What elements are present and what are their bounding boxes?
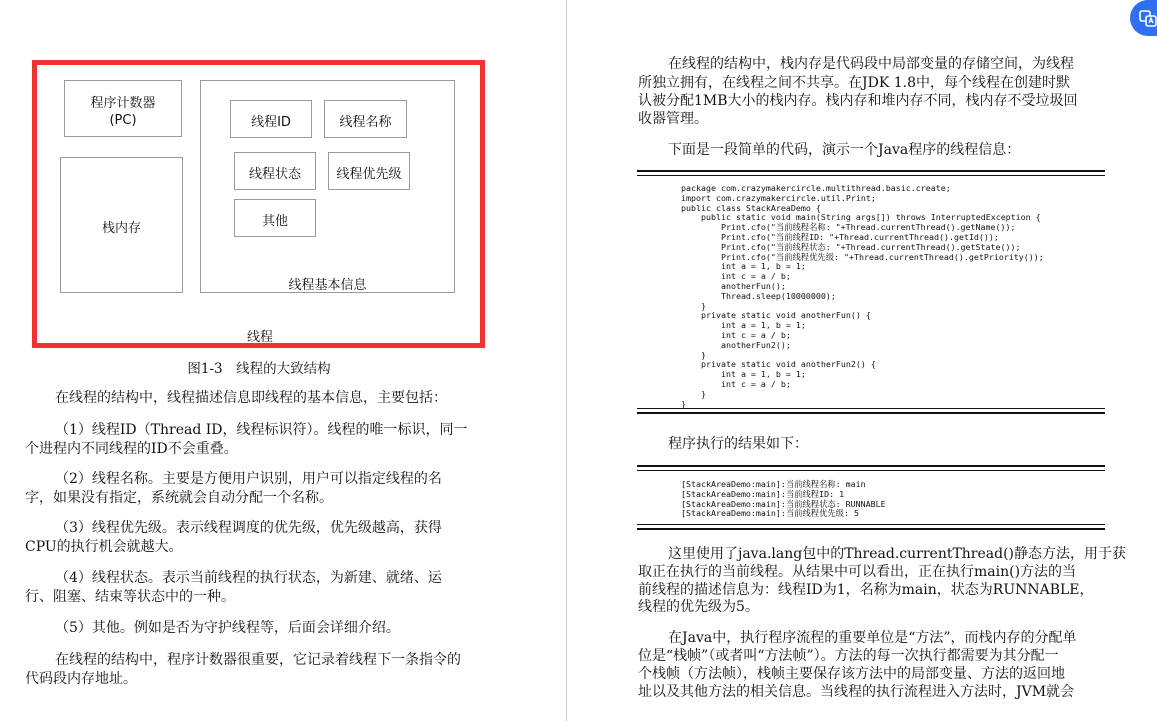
code-line: }: [681, 300, 706, 311]
thread-id-item-line2: 个进程内不同线程的ID不会重叠。: [25, 441, 238, 457]
stack-paragraph-line1: 在线程的结构中，栈内存是代码段中局部变量的存储空间，为线程: [668, 56, 1074, 72]
thread-id-label: 线程ID: [251, 115, 291, 130]
explanation-paragraph-line1: 这里使用了java.lang包中的Thread.currentThread()静态方法，用于获: [668, 546, 1127, 562]
thread-state-box: [234, 152, 316, 190]
code-line: Thread.sleep(10000000);: [681, 290, 836, 301]
thread-name-box: [324, 100, 407, 138]
stack-paragraph-line3: 认被分配1MB大小的栈内存。栈内存和堆内存不同，栈内存不受垃圾回: [638, 93, 1078, 109]
thread-id-box: [230, 100, 312, 138]
other-box: [234, 199, 316, 237]
pc-label-abbr: (PC): [109, 113, 137, 128]
code-line: public static void main(String args[]) throws InterruptedException {: [681, 212, 1041, 223]
stack-paragraph-line4: 收器管理。: [638, 111, 708, 127]
stack-frame-paragraph-line1: 在Java中，执行程序流程的重要单位是“方法”，而栈内存的分配单: [668, 630, 1077, 646]
thread-label: 线程: [247, 330, 274, 345]
code-line: package com.crazymakercircle.multithread.basic.create;: [681, 183, 951, 193]
code-line: }: [681, 388, 706, 399]
other-label: 其他: [261, 214, 288, 229]
pc-label: 程序计数器: [90, 96, 156, 111]
code-line: int a = 1, b = 1;: [681, 320, 806, 331]
thread-state-item-line2: 行、阻塞、结束等状态中的一种。: [25, 589, 235, 605]
code-line: int c = a / b;: [681, 378, 791, 389]
code-line: int a = 1, b = 1;: [681, 261, 806, 272]
figure-caption: 图1-3 线程的大致结构: [187, 361, 331, 377]
code-listing: [637, 170, 1105, 414]
code-line: Print.cfo("当前线程状态: "+Thread.currentThread().getState());: [681, 241, 1021, 252]
thread-priority-label: 线程优先级: [336, 167, 402, 182]
explanation-paragraph-line3: 前线程的描述信息为：线程ID为1，名称为main，状态为RUNNABLE，: [638, 582, 1094, 598]
thread-name-item-line1: （2）线程名称。主要是方便用户识别，用户可以指定线程的名: [55, 471, 442, 487]
thread-priority-item-line1: （3）线程优先级。表示线程调度的优先级，优先级越高，获得: [55, 520, 442, 536]
stack-memory-label: 栈内存: [101, 221, 141, 236]
thread-priority-box: [328, 152, 410, 190]
pc-paragraph-line2: 代码段内存地址。: [25, 671, 137, 687]
thread-name-item-line2: 字，如果没有指定，系统就会自动分配一个名称。: [25, 490, 333, 506]
code-line: import com.crazymakercircle.util.Print;: [681, 192, 876, 203]
basic-info-box: [200, 80, 455, 293]
code-line: int c = a / b;: [681, 329, 791, 340]
output-listing: [637, 465, 1105, 530]
stack-paragraph-line2: 所独立拥有，在线程之间不共享。在JDK 1.8中，每个线程在创建时默: [638, 75, 1071, 91]
output-line: [StackAreaDemo:main]:当前线程名称: main: [681, 479, 866, 489]
code-line: }: [681, 398, 686, 409]
left-paragraph-intro: 在线程的结构中，线程描述信息即线程的基本信息，主要包括：: [55, 390, 447, 406]
basic-info-label: 线程基本信息: [288, 278, 367, 293]
code-line: Print.cfo("当前线程名称: "+Thread.currentThread().getName());: [681, 222, 1016, 233]
thread-name-label: 线程名称: [339, 115, 392, 130]
output-line: [StackAreaDemo:main]:当前线程优先级: 5: [681, 508, 859, 519]
thread-id-item-line1: （1）线程ID（Thread ID，线程标识符）。线程的唯一标识，同一: [55, 422, 468, 438]
thread-state-label: 线程状态: [248, 167, 301, 182]
thread-priority-item-line2: CPU的执行机会就越大。: [25, 539, 183, 555]
stack-frame-paragraph-line2: 位是“栈帧”（或者叫“方法帧”）。方法的每一次执行都需要为其分配一: [638, 648, 1059, 664]
output-intro-paragraph: 程序执行的结果如下：: [668, 436, 808, 452]
thread-structure-figure: [32, 60, 485, 348]
code-line: anotherFun2();: [681, 339, 791, 350]
translate-icon: [1138, 8, 1157, 28]
output-line: [StackAreaDemo:main]:当前线程状态: RUNNABLE: [681, 498, 886, 509]
code-line: Print.cfo("当前线程优先级: "+Thread.currentThread().getPriority());: [681, 251, 1044, 262]
code-line: private static void anotherFun2() {: [681, 359, 876, 370]
other-item: （5）其他。例如是否为守护线程等，后面会详细介绍。: [55, 620, 400, 636]
stack-frame-paragraph-line4: 址以及其他方法的相关信息。当线程的执行流程进入方法时，JVM就会: [638, 684, 1075, 700]
stack-memory-box: [60, 157, 183, 293]
code-line: private static void anotherFun() {: [681, 310, 871, 321]
code-line: int a = 1, b = 1;: [681, 369, 806, 380]
code-line: int c = a / b;: [681, 271, 791, 282]
code-line: anotherFun();: [681, 280, 786, 291]
code-line: public class StackAreaDemo {: [681, 202, 821, 213]
explanation-paragraph-line2: 取正在执行的当前线程。从结果中可以看出，正在执行main()方法的当: [638, 564, 1077, 580]
pc-box: [64, 80, 182, 137]
explanation-paragraph-line4: 线程的优先级为5。: [638, 599, 759, 615]
code-intro-paragraph: 下面是一段简单的代码，演示一个Java程序的线程信息：: [668, 142, 1021, 158]
code-line: }: [681, 349, 706, 360]
thread-state-item-line1: （4）线程状态。表示当前线程的执行状态，为新建、就绪、运: [55, 570, 442, 586]
pc-paragraph-line1: 在线程的结构中，程序计数器很重要，它记录着线程下一条指令的: [55, 652, 461, 668]
output-line: [StackAreaDemo:main]:当前线程ID: 1: [681, 488, 845, 499]
stack-frame-paragraph-line3: 个栈帧（方法帧），栈帧主要保存该方法中的局部变量、方法的返回地: [638, 666, 1065, 682]
code-line: Print.cfo("当前线程ID: "+Thread.currentThread().getId());: [681, 231, 999, 242]
